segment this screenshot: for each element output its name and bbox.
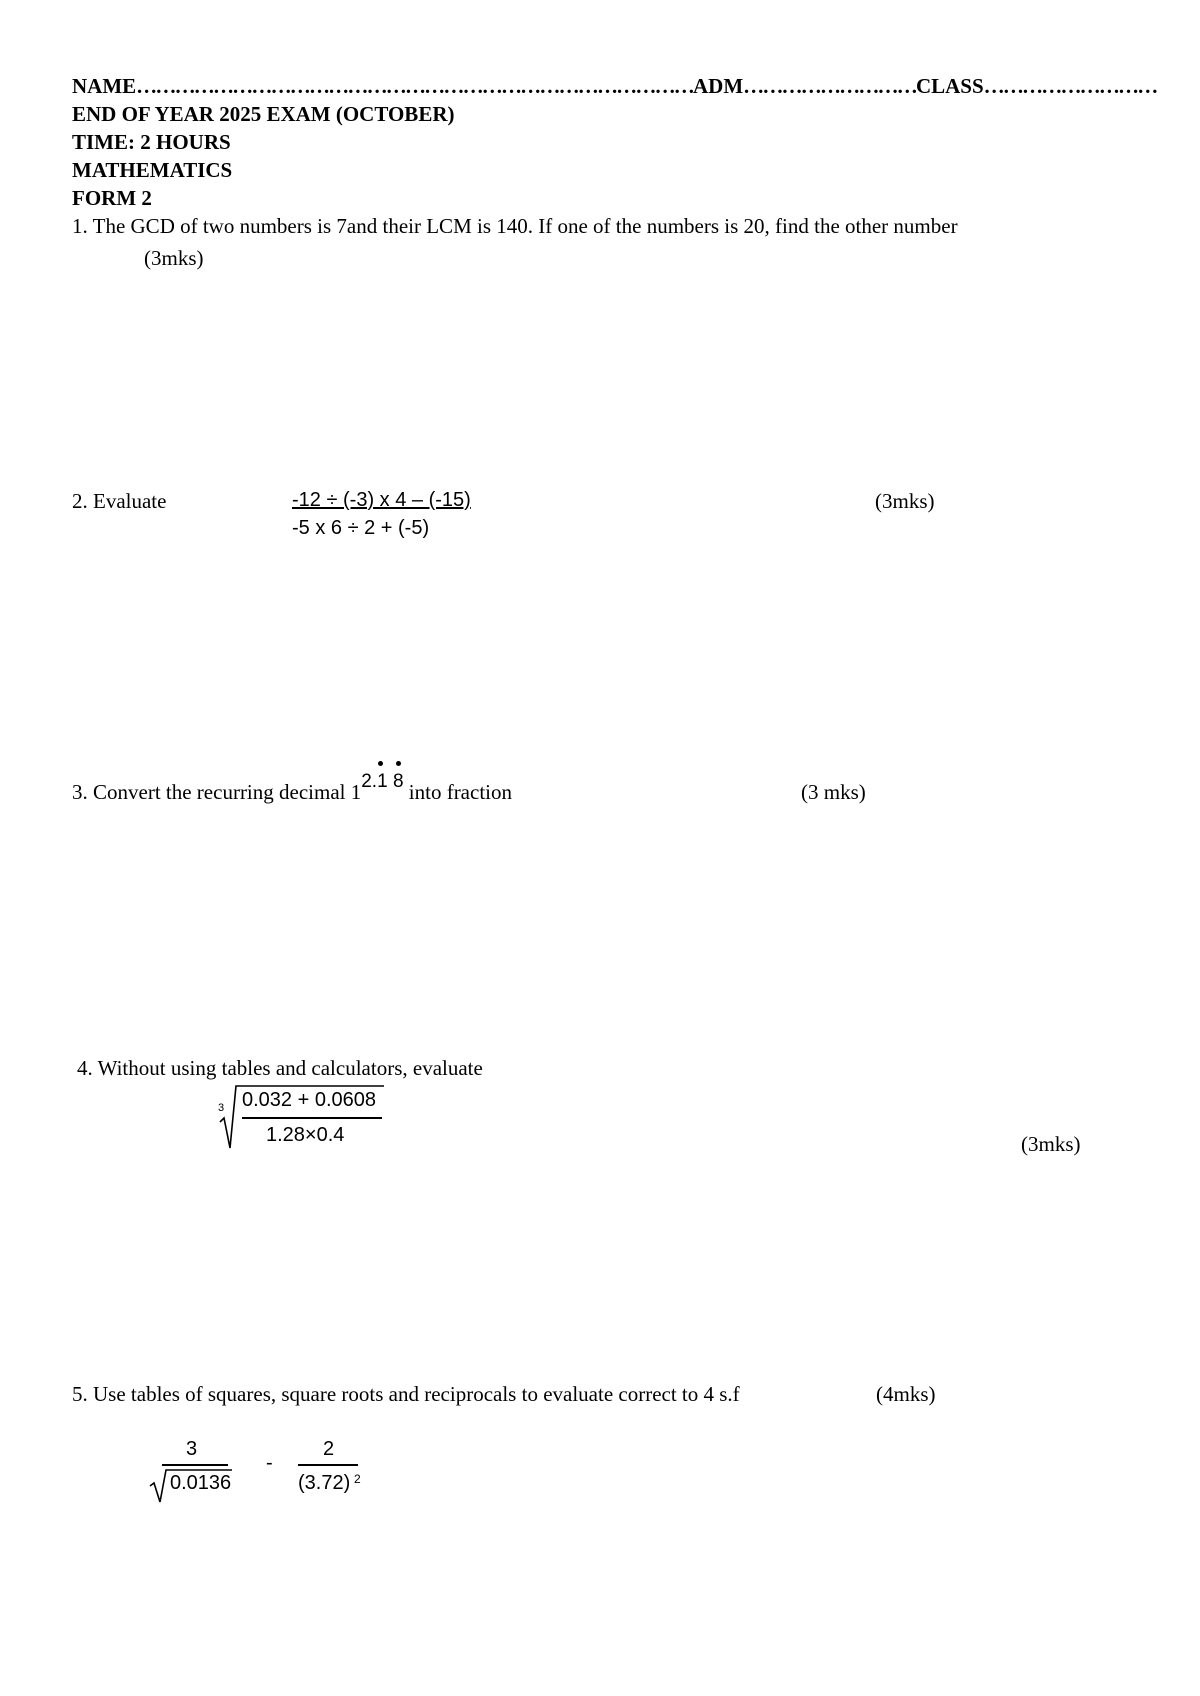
question-3-marks: (3 mks) [801, 780, 866, 804]
recurring-digit-1 [377, 771, 388, 793]
question-4-marks: (3mks) [1021, 1132, 1081, 1156]
exam-form: FORM 2 [72, 186, 152, 210]
question-4-expression [216, 1082, 396, 1150]
fraction-2-exponent: 2 [354, 1472, 361, 1486]
recurring-decimal-part-a: 2. [361, 771, 378, 792]
fraction-bar [242, 1117, 382, 1119]
question-1-text: 1. The GCD of two numbers is 7and their LCM is 140. If one of the numbers is 20, find the other number [72, 214, 958, 238]
fraction-1-numerator: 3 [186, 1438, 198, 1460]
student-details-line [72, 74, 1156, 99]
recurring-digit-1-value: 1 [377, 771, 388, 792]
adm-blank[interactable]: ……………………… [743, 74, 916, 98]
question-2-numerator: -12 ÷ (-3) x 4 – (-15) [292, 489, 471, 511]
fraction-2-numerator: 2 [323, 1438, 335, 1460]
cube-root-index: 3 [218, 1102, 225, 1114]
question-4-numerator: 0.032 + 0.0608 [242, 1089, 377, 1111]
exam-subject: MATHEMATICS [72, 158, 233, 182]
name-blank[interactable]: …………………………………………………………………………… [136, 74, 693, 98]
fraction-2-denominator: (3.72) [298, 1472, 351, 1494]
recurring-dot [396, 761, 401, 766]
minus-sign: - [266, 1452, 273, 1474]
fraction-bar [298, 1464, 358, 1466]
exam-time: TIME: 2 HOURS [72, 130, 231, 154]
recurring-digit-8 [393, 771, 404, 793]
class-blank[interactable]: ……………………… [983, 74, 1157, 98]
recurring-dot [378, 761, 383, 766]
question-3-prefix: 3. Convert the recurring decimal 1 [72, 780, 362, 804]
question-5-expression [148, 1434, 388, 1504]
question-2-denominator: -5 x 6 ÷ 2 + (-5) [292, 517, 430, 539]
question-2-label: 2. Evaluate [72, 489, 167, 513]
question-5-text: 5. Use tables of squares, square roots and reciprocals to evaluate correct to 4 s.f [72, 1382, 740, 1406]
question-3-text [72, 771, 512, 805]
question-4-text: 4. Without using tables and calculators, evaluate [77, 1056, 483, 1080]
question-3-suffix: into fraction [408, 780, 512, 804]
name-label: NAME [72, 74, 137, 98]
question-4-denominator: 1.28×0.4 [266, 1124, 345, 1146]
question-5-marks: (4mks) [876, 1382, 936, 1406]
question-1-marks: (3mks) [144, 246, 204, 270]
question-2-marks: (3mks) [875, 489, 935, 513]
recurring-digit-8-value: 8 [392, 771, 404, 792]
adm-label: ADM [692, 74, 744, 98]
class-label: CLASS [915, 74, 984, 98]
recurring-decimal [361, 771, 403, 793]
exam-title: END OF YEAR 2025 EXAM (OCTOBER) [72, 102, 455, 126]
fraction-1-denominator: 0.0136 [170, 1472, 232, 1494]
